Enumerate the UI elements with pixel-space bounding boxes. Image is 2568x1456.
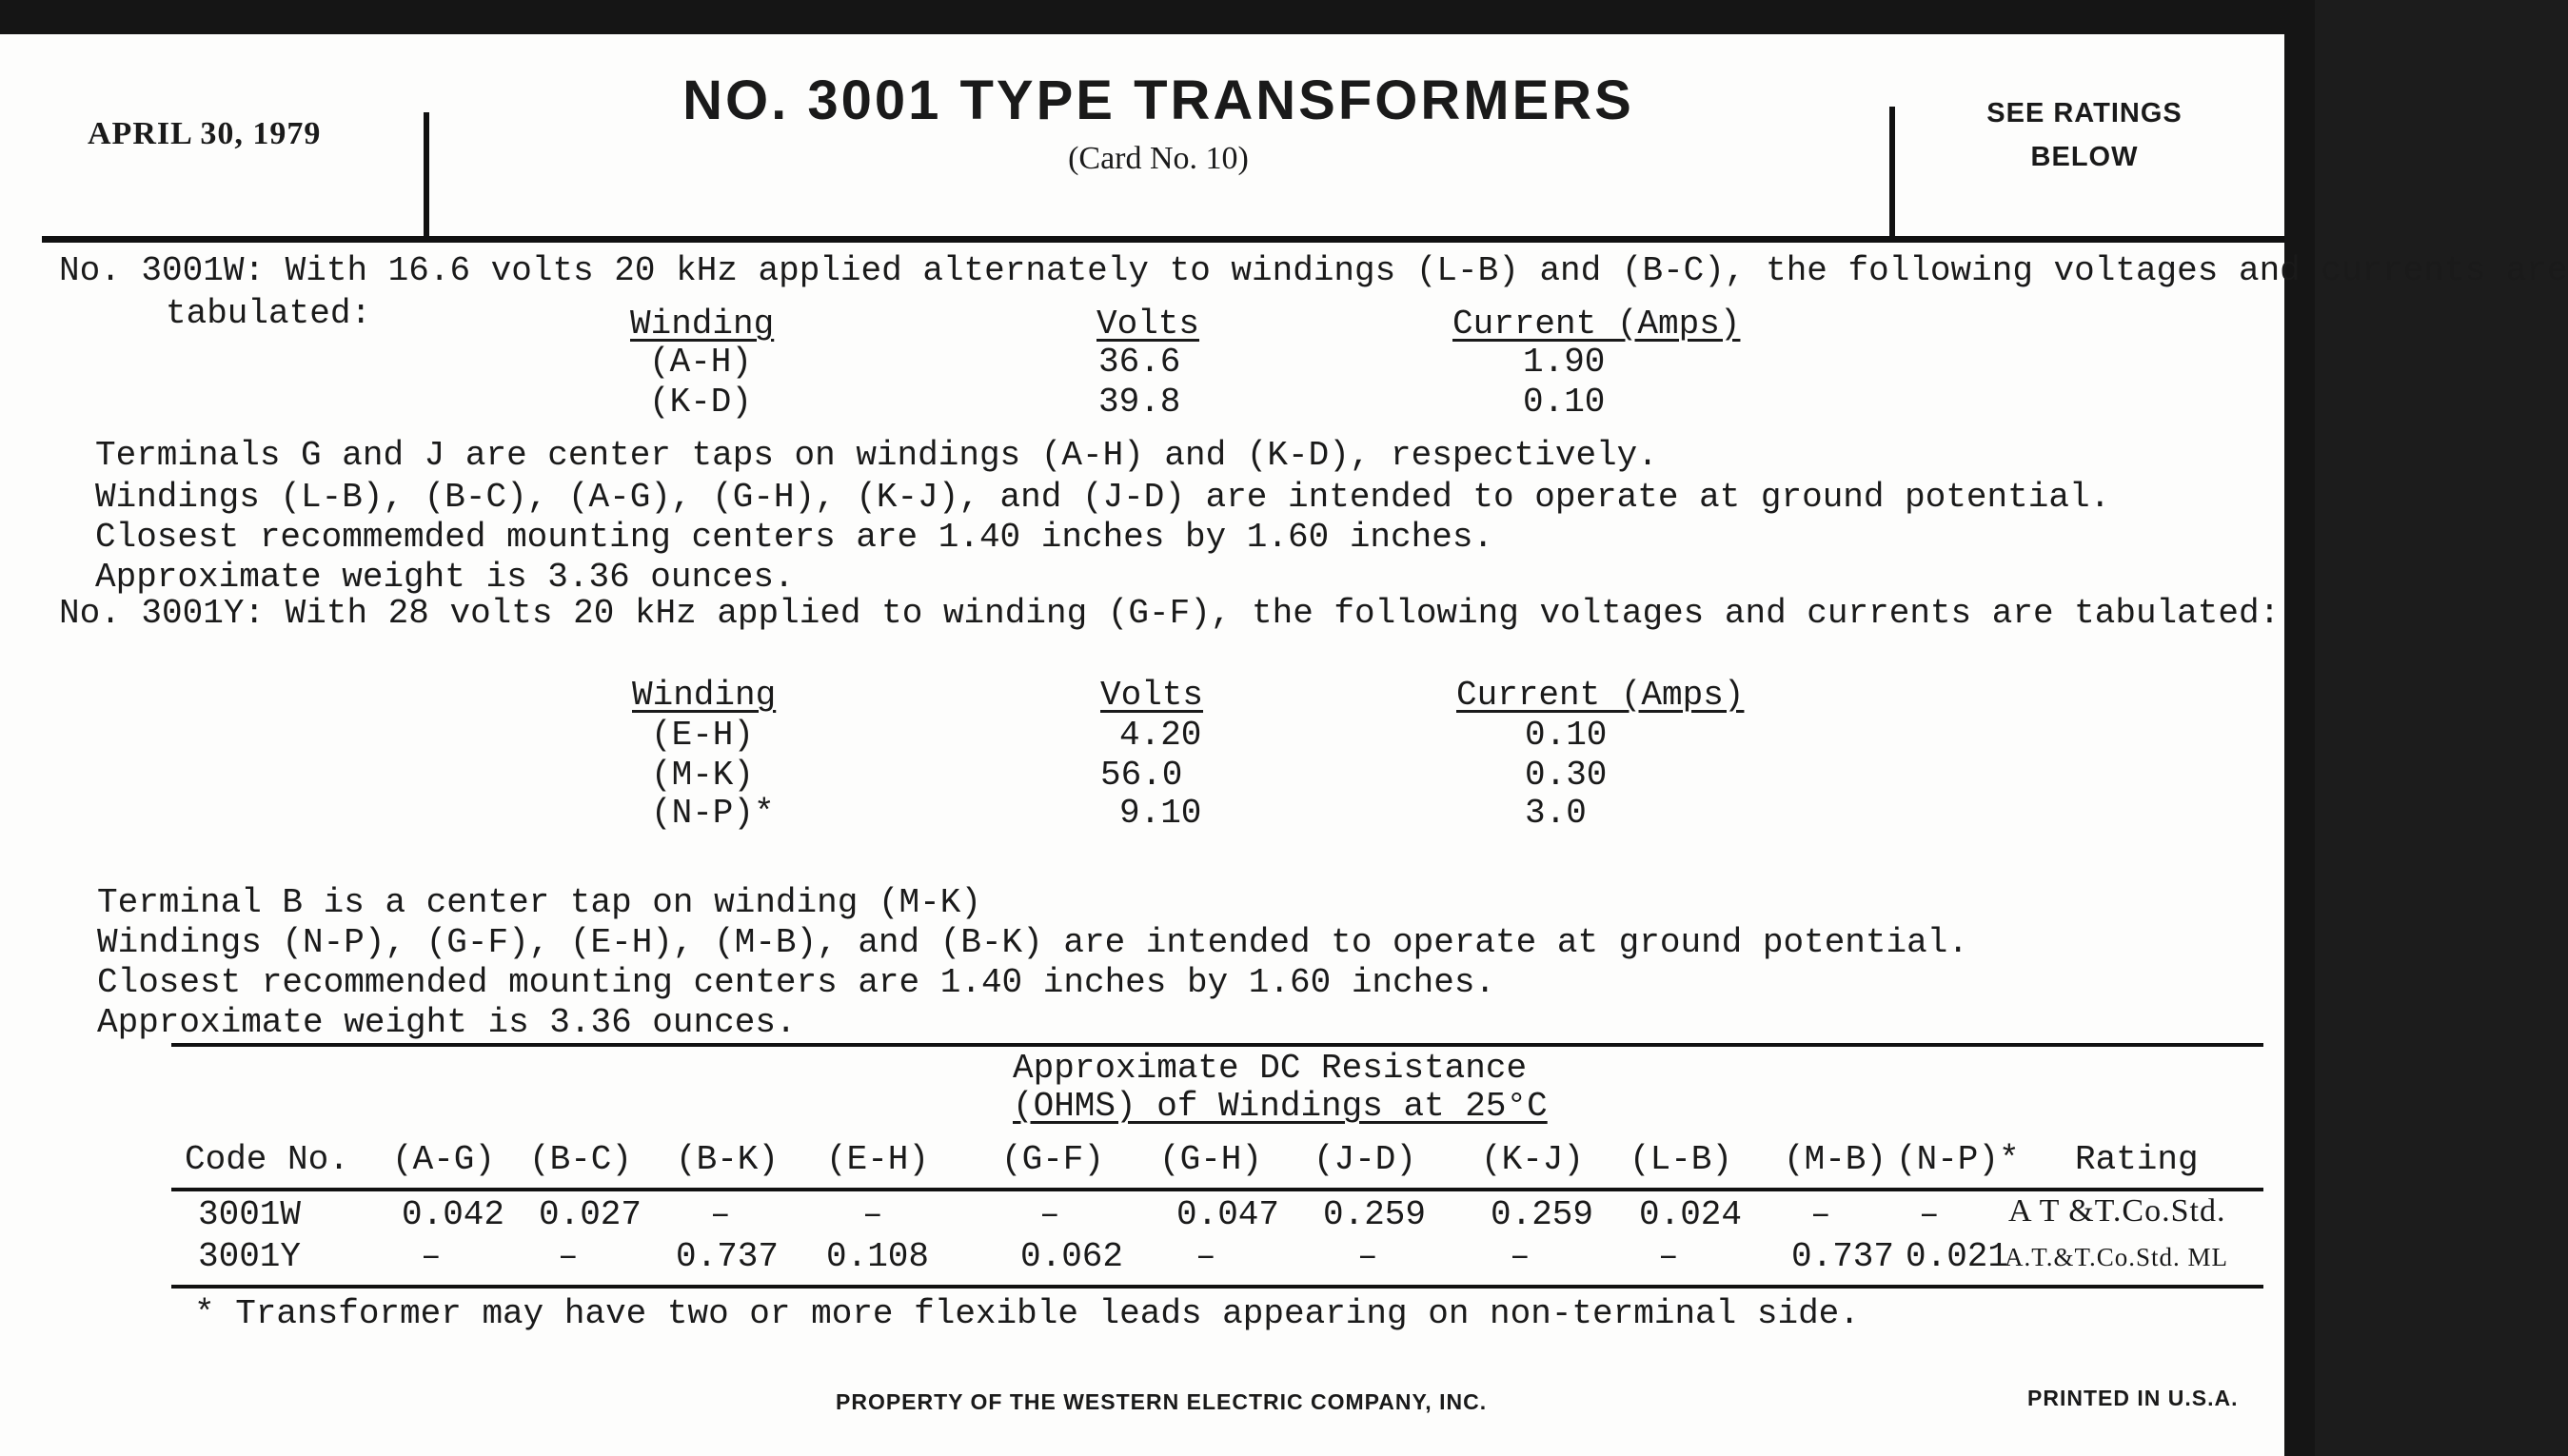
footer-property: PROPERTY OF THE WESTERN ELECTRIC COMPANY, INC.: [836, 1389, 1488, 1414]
table-header-rule: [171, 1188, 2263, 1191]
table-header: (L-B): [1630, 1140, 1733, 1179]
w-col-volts: Volts: [1096, 305, 1200, 344]
ratings-note: [1894, 91, 2275, 179]
y-row-winding: (M-K): [651, 756, 755, 795]
y-row-current: 0.30: [1525, 756, 1608, 795]
w-row-winding: (A-H): [649, 343, 753, 382]
w-col-current: Current (Amps): [1452, 305, 1741, 344]
section-y-intro: No. 3001Y: With 28 volts 20 kHz applied to winding (G-F), the following voltages and currents are tabulated:: [59, 594, 2281, 633]
y-row-volts: 56.0: [1100, 756, 1183, 795]
footer-printed: PRINTED IN U.S.A.: [2027, 1386, 2239, 1410]
header-divider-left: [424, 112, 429, 238]
header-rule: [42, 236, 2284, 243]
table-cell: –: [421, 1237, 442, 1276]
table-cell: –: [558, 1237, 579, 1276]
y-col-volts: Volts: [1100, 676, 1204, 715]
table-cell: 0.737: [676, 1237, 780, 1276]
w-note: Approximate weight is 3.36 ounces.: [95, 558, 795, 597]
top-edge: [0, 0, 2315, 34]
y-row-current: 0.10: [1525, 716, 1608, 755]
y-row-volts: 9.10: [1119, 794, 1202, 833]
table-cell: –: [710, 1195, 731, 1234]
y-row-volts: 4.20: [1119, 716, 1202, 755]
table-cell: 0.737: [1791, 1237, 1895, 1276]
w-row-volts: 39.8: [1098, 383, 1181, 422]
w-row-current: 1.90: [1523, 343, 1606, 382]
table-header: (M-B): [1784, 1140, 1887, 1179]
table-cell: 0.024: [1639, 1195, 1743, 1234]
table-cell: –: [1195, 1237, 1216, 1276]
table-header: (A-G): [392, 1140, 496, 1179]
w-note: Windings (L-B), (B-C), (A-G), (G-H), (K-J), and (J-D) are intended to operate at ground potential.: [95, 478, 2111, 517]
table-cell-rating: A.T.&T.Co.Std. ML: [2005, 1243, 2229, 1271]
y-note: Terminal B is a center tap on winding (M-K): [97, 883, 981, 922]
table-cell: 0.047: [1176, 1195, 1280, 1234]
y-row-current: 3.0: [1525, 794, 1587, 833]
table-caption-line2: (OHMS) of Windings at 25°C: [1013, 1087, 1548, 1126]
w-row-volts: 36.6: [1098, 343, 1181, 382]
y-note: Approximate weight is 3.36 ounces.: [97, 1003, 797, 1042]
page-title: NO. 3001 TYPE TRANSFORMERS: [682, 69, 1634, 131]
table-cell: –: [1919, 1195, 1940, 1234]
table-cell: 0.259: [1323, 1195, 1427, 1234]
table-cell: 0.259: [1491, 1195, 1594, 1234]
ratings-note-line2: BELOW: [2030, 142, 2139, 172]
w-col-winding: Winding: [630, 305, 775, 344]
table-header: (K-J): [1481, 1140, 1585, 1179]
table-header: (B-C): [529, 1140, 633, 1179]
table-header-rating: Rating: [2075, 1140, 2199, 1179]
y-row-winding: (N-P)*: [651, 794, 775, 833]
table-cell: 0.062: [1020, 1237, 1124, 1276]
right-edge: [2284, 0, 2315, 1456]
table-cell-code: 3001W: [198, 1195, 302, 1234]
table-cell: –: [1039, 1195, 1060, 1234]
w-row-current: 0.10: [1523, 383, 1606, 422]
footnote: * Transformer may have two or more flexible leads appearing on non-terminal side.: [194, 1294, 1860, 1333]
table-cell: 0.027: [539, 1195, 642, 1234]
y-col-current: Current (Amps): [1456, 676, 1745, 715]
table-header: (G-H): [1159, 1140, 1263, 1179]
table-header: (E-H): [826, 1140, 930, 1179]
table-header: (G-F): [1001, 1140, 1105, 1179]
card-date: APRIL 30, 1979: [88, 116, 322, 151]
table-cell: 0.108: [826, 1237, 930, 1276]
table-header-code: Code No.: [185, 1140, 349, 1179]
section-w-intro: No. 3001W: With 16.6 volts 20 kHz applied alternately to windings (L-B) and (B-C), the following voltages and currents are: [59, 251, 2568, 290]
table-cell: –: [1357, 1237, 1378, 1276]
w-note: Terminals G and J are center taps on windings (A-H) and (K-D), respectively.: [95, 436, 1658, 475]
section-w-intro-cont: tabulated:: [166, 294, 372, 333]
w-row-winding: (K-D): [649, 383, 753, 422]
table-cell-code: 3001Y: [198, 1237, 302, 1276]
table-cell: –: [1510, 1237, 1531, 1276]
y-note: Windings (N-P), (G-F), (E-H), (M-B), and (B-K) are intended to operate at ground potential.: [97, 923, 1968, 962]
y-note: Closest recommended mounting centers are 1.40 inches by 1.60 inches.: [97, 963, 1496, 1002]
table-header: (J-D): [1314, 1140, 1417, 1179]
table-cell: 0.021: [1906, 1237, 2009, 1276]
table-header: (B-K): [676, 1140, 780, 1179]
table-cell: –: [862, 1195, 883, 1234]
y-row-winding: (E-H): [651, 716, 755, 755]
table-caption-line1: Approximate DC Resistance: [1013, 1049, 1528, 1088]
table-header: (N-P)*: [1896, 1140, 2020, 1179]
table-cell: –: [1658, 1237, 1679, 1276]
table-cell-rating: A T &T.Co.Std.: [2008, 1193, 2226, 1229]
w-note: Closest recommemded mounting centers are 1.40 inches by 1.60 inches.: [95, 518, 1494, 557]
table-cell: 0.042: [402, 1195, 505, 1234]
ratings-note-line1: SEE RATINGS: [1986, 98, 2183, 128]
table-top-rule: [171, 1043, 2263, 1047]
table-cell: –: [1810, 1195, 1831, 1234]
y-col-winding: Winding: [632, 676, 777, 715]
card-number: (Card No. 10): [1068, 141, 1249, 176]
table-bottom-rule: [171, 1285, 2263, 1289]
